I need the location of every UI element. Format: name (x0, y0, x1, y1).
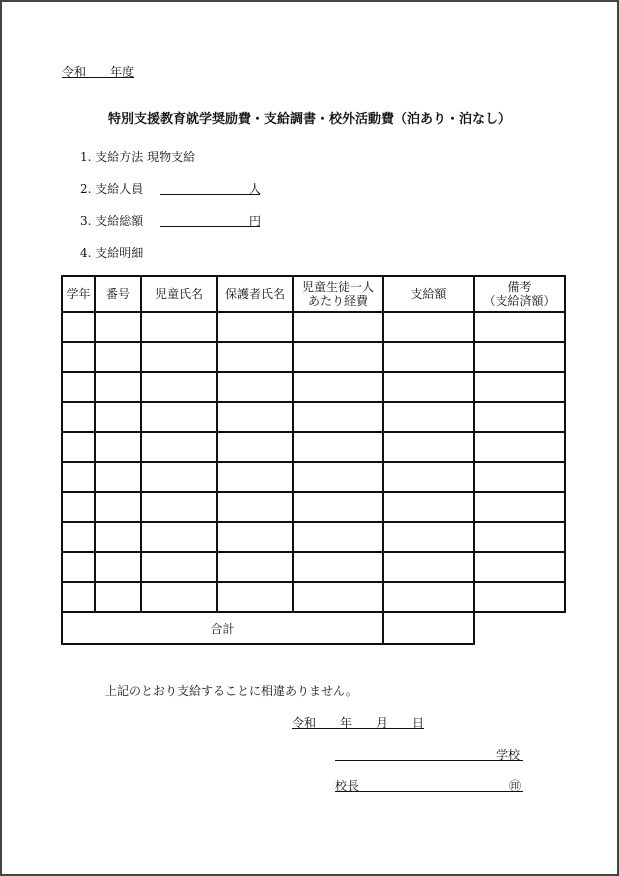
table-cell[interactable] (62, 552, 95, 582)
header-child-name: 児童氏名 (141, 276, 217, 312)
table-cell[interactable] (62, 432, 95, 462)
header-cost-per-student: 児童生徒一人 あたり経費 (293, 276, 383, 312)
school-label: 学校 (496, 748, 521, 762)
table-cell[interactable] (141, 552, 217, 582)
table-cell[interactable] (62, 522, 95, 552)
total-amount-cell[interactable] (383, 612, 474, 644)
table-cell[interactable] (217, 342, 293, 372)
table-cell[interactable] (217, 582, 293, 612)
table-cell[interactable] (293, 342, 383, 372)
header-payment-amount: 支給額 (383, 276, 474, 312)
table-cell[interactable] (141, 492, 217, 522)
table-cell[interactable] (141, 372, 217, 402)
table-cell[interactable] (141, 432, 217, 462)
table-cell[interactable] (217, 552, 293, 582)
table-cell[interactable] (95, 462, 141, 492)
table-cell[interactable] (217, 432, 293, 462)
table-cell[interactable] (293, 312, 383, 342)
table-cell[interactable] (383, 582, 474, 612)
table-cell[interactable] (383, 342, 474, 372)
table-row (62, 342, 565, 372)
table-cell[interactable] (474, 582, 565, 612)
table-cell[interactable] (95, 342, 141, 372)
table-cell[interactable] (383, 372, 474, 402)
statement-text: 上記のとおり支給することに相違ありません。 (105, 684, 358, 698)
table-cell[interactable] (62, 582, 95, 612)
total-label: 合計 (62, 612, 383, 644)
table-cell[interactable] (62, 492, 95, 522)
table-cell[interactable] (383, 432, 474, 462)
year-text: 年度 (110, 65, 135, 79)
table-cell[interactable] (293, 372, 383, 402)
table-cell[interactable] (293, 522, 383, 552)
table-cell[interactable] (293, 492, 383, 522)
table-cell[interactable] (62, 462, 95, 492)
header-grade: 学年 (62, 276, 95, 312)
table-row (62, 582, 565, 612)
table-cell[interactable] (217, 402, 293, 432)
table-cell[interactable] (217, 462, 293, 492)
item-total-amount: 3. 支給総額 (80, 214, 144, 228)
table-row (62, 402, 565, 432)
school-name-line (335, 760, 523, 761)
table-cell[interactable] (474, 372, 565, 402)
table-cell[interactable] (95, 582, 141, 612)
table-cell[interactable] (474, 492, 565, 522)
table-cell[interactable] (141, 402, 217, 432)
table-cell[interactable] (383, 492, 474, 522)
table-body (62, 312, 565, 644)
table-cell[interactable] (95, 552, 141, 582)
table-cell[interactable] (474, 522, 565, 552)
table-cell[interactable] (383, 522, 474, 552)
table-cell[interactable] (217, 372, 293, 402)
table-cell[interactable] (293, 432, 383, 462)
table-cell[interactable] (474, 462, 565, 492)
recipient-count-line (160, 194, 260, 195)
header-number: 番号 (95, 276, 141, 312)
table-cell[interactable] (141, 342, 217, 372)
table-cell[interactable] (95, 312, 141, 342)
table-cell[interactable] (293, 462, 383, 492)
item-payment-details: 4. 支給明細 (80, 246, 144, 260)
header-guardian-name: 保護者氏名 (217, 276, 293, 312)
table-cell[interactable] (217, 492, 293, 522)
table-row (62, 432, 565, 462)
total-amount-line (160, 226, 260, 227)
table-row (62, 522, 565, 552)
table-cell[interactable] (474, 342, 565, 372)
total-row (62, 612, 565, 644)
table-cell[interactable] (95, 402, 141, 432)
seal-mark: ㊞ (509, 779, 522, 793)
table-cell[interactable] (474, 312, 565, 342)
principal-name-line (335, 791, 523, 792)
principal-label: 校長 (335, 779, 360, 793)
table-cell[interactable] (474, 402, 565, 432)
table-cell[interactable] (293, 582, 383, 612)
document-title: 特別支援教育就学奨励費・支給調書・校外活動費（泊あり・泊なし） (107, 112, 511, 127)
table-cell[interactable] (474, 552, 565, 582)
table-row (62, 312, 565, 342)
era-text: 令和 (62, 65, 87, 79)
table-cell[interactable] (293, 402, 383, 432)
table-header-row (62, 276, 565, 312)
table-cell[interactable] (95, 432, 141, 462)
table-cell[interactable] (95, 372, 141, 402)
table-cell[interactable] (293, 552, 383, 582)
table-cell[interactable] (141, 462, 217, 492)
total-amount-unit: 円 (249, 214, 262, 228)
table-row (62, 492, 565, 522)
date-line: 令和 年 月 日 (292, 716, 425, 730)
table-cell[interactable] (217, 312, 293, 342)
table-cell[interactable] (141, 582, 217, 612)
table-cell[interactable] (62, 312, 95, 342)
table-cell[interactable] (141, 522, 217, 552)
table-cell[interactable] (474, 432, 565, 462)
table-cell[interactable] (62, 342, 95, 372)
table-row (62, 552, 565, 582)
table-cell[interactable] (95, 522, 141, 552)
item-recipient-count: 2. 支給人員 (80, 182, 144, 196)
item-payment-method: 1. 支給方法 現物支給 (80, 150, 196, 164)
table-row (62, 372, 565, 402)
table-cell[interactable] (383, 552, 474, 582)
table-row (62, 462, 565, 492)
recipient-count-unit: 人 (249, 182, 262, 196)
total-blank-cell (474, 612, 565, 644)
table-cell[interactable] (141, 312, 217, 342)
payment-details-table (61, 275, 566, 645)
table-cell[interactable] (383, 402, 474, 432)
table-cell[interactable] (383, 312, 474, 342)
table-cell[interactable] (217, 522, 293, 552)
table-cell[interactable] (383, 462, 474, 492)
header-remarks: 備考 （支給済額） (474, 276, 565, 312)
table-cell[interactable] (62, 372, 95, 402)
fiscal-year-label (62, 63, 134, 80)
table-cell[interactable] (62, 402, 95, 432)
table-cell[interactable] (95, 492, 141, 522)
